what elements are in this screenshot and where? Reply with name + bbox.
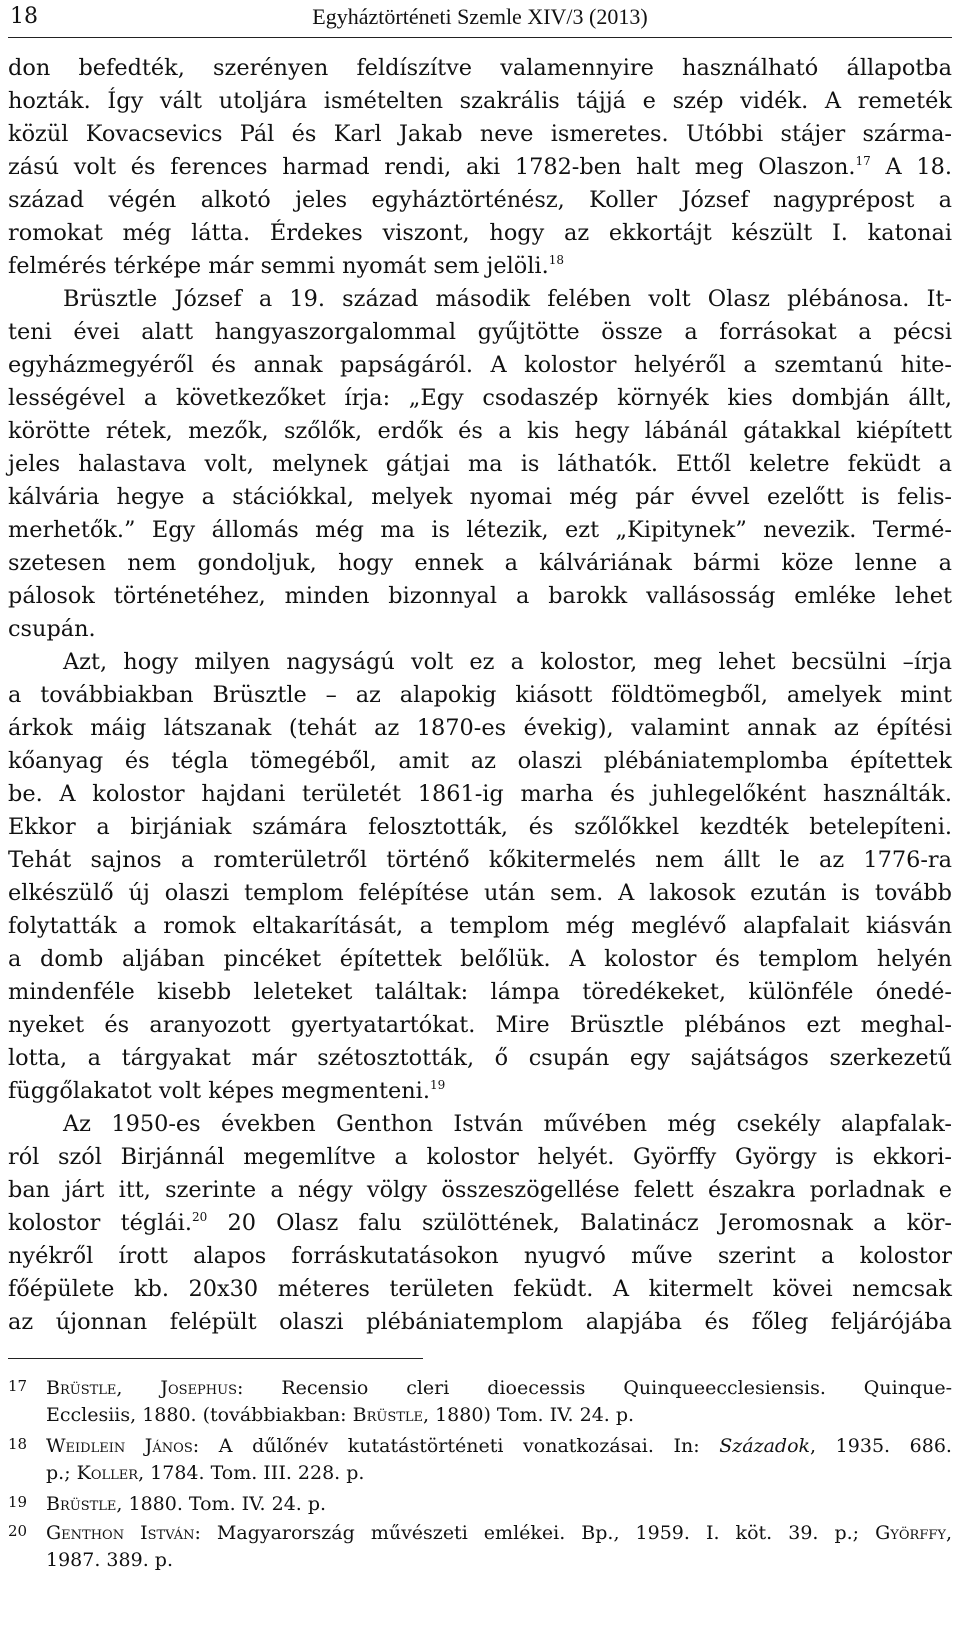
text-line: a domb aljában pincéket építettek belőlük. A kolostor és templom helyén bbox=[8, 946, 952, 972]
text-line: a továbbiakban Brüsztle – az alapokig kiásott földtömegből, amelyek mint bbox=[8, 682, 952, 708]
text-line: Brüsztle József a 19. század második felében volt Olasz plébánosa. It- bbox=[63, 286, 952, 312]
text-line: lotta, a tárgyakat már szétosztották, ő csupán egy sajátságos szerkezetű bbox=[8, 1045, 952, 1071]
footnote-text: : A dűlőnév kutatástörténeti vonatkozásai. In: bbox=[192, 1435, 720, 1457]
line-tail: A 18. bbox=[870, 154, 953, 180]
footnote-text: Ecclesiis, 1880. (továbbiakban: bbox=[46, 1404, 353, 1426]
footnote-text: , 1880. Tom. IV. 24. p. bbox=[116, 1493, 327, 1515]
journal-name: Századok bbox=[719, 1435, 811, 1457]
text-line: hozták. Így vált utoljára ismételten szakrális tájjá e szép vidék. A remeték bbox=[8, 88, 952, 114]
body-text bbox=[8, 52, 952, 1339]
footnote-ref-17[interactable]: 17 bbox=[855, 154, 871, 168]
text-line: merhetők.” Egy állomás még ma is létezik, ezt „Kipitynek” nevezik. Termé- bbox=[8, 517, 952, 543]
footnote-17-cont bbox=[8, 1401, 952, 1430]
text-line: be. A kolostor hajdani területét 1861-ig marha és juhlegelőként használták. bbox=[8, 781, 952, 807]
footnote-text: , bbox=[945, 1522, 952, 1544]
footnote-rule bbox=[8, 1358, 423, 1359]
author-name: Weidlein János bbox=[46, 1435, 193, 1457]
text-line bbox=[8, 1075, 952, 1108]
footnote-number: 17 bbox=[8, 1377, 28, 1395]
text-line: egyházmegyéről és annak papságáról. A kolostor helyéről a szemtanú hite- bbox=[8, 352, 952, 378]
footnote-20-cont: 1987. 389. p. bbox=[46, 1549, 173, 1571]
text-line: kőanyag és tégla tömegéből, amit az olaszi plébániatemplomba építettek bbox=[8, 748, 952, 774]
text-line: főépülete kb. 20x30 méteres területen feküdt. A kitermelt kövei nemcsak bbox=[8, 1276, 952, 1302]
footnote-number: 19 bbox=[8, 1493, 28, 1511]
author-name: Josephus bbox=[160, 1377, 238, 1399]
text-line: elkészülő új olaszi templom felépítése után sem. A lakosok ezután is tovább bbox=[8, 880, 952, 906]
line-text: zású volt és ferences harmad rendi, aki 1782-ben halt meg Olaszon. bbox=[8, 154, 856, 180]
footnote-19 bbox=[8, 1488, 952, 1517]
page-header bbox=[0, 0, 960, 38]
footnote-number: 18 bbox=[8, 1435, 28, 1453]
text-line: don befedték, szerényen feldíszítve valamennyire használható állapotba bbox=[8, 55, 952, 81]
text-line: század végén alkotó jeles egyháztörténész, Koller József nagyprépost a bbox=[8, 187, 952, 213]
footnote-text: , 1935. 686. bbox=[810, 1435, 952, 1457]
text-line: nyékről írott alapos forráskutatásokon nyugvó műve szerint a kolostor bbox=[8, 1243, 952, 1269]
text-line: Ekkor a birjániak számára felosztották, és szőlőkkel kezdték betelepíteni. bbox=[8, 814, 952, 840]
text-line: ban járt itt, szerinte a négy völgy összeszögellése felett északra porladnak e bbox=[8, 1177, 952, 1203]
author-name: Györffy bbox=[875, 1522, 946, 1544]
text-line: nyeket és aranyozott gyertyatartókat. Mire Brüsztle plébános ezt meghal- bbox=[8, 1012, 952, 1038]
line-tail: 20 Olasz falu szülöttének, Balatinácz Jeromosnak a kör- bbox=[207, 1210, 952, 1236]
journal-title: Egyháztörténeti Szemle XIV/3 (2013) bbox=[312, 4, 648, 29]
text-line: folytatták a romok eltakarítását, a templom még meglévő alapfalait kiásván bbox=[8, 913, 952, 939]
text-line: az újonnan felépült olaszi plébániatemplom alapjába és főleg feljárójába bbox=[8, 1309, 952, 1335]
footnote-text: : Recensio cleri dioecessis Quinqueecclesiensis. Quinque- bbox=[237, 1377, 952, 1399]
line-text: felmérés térképe már semmi nyomát sem jelöli. bbox=[8, 253, 549, 279]
header-rule bbox=[8, 37, 952, 38]
text-line: Tehát sajnos a romterületről történő kőkitermelés nem állt le az 1776-ra bbox=[8, 847, 952, 873]
footnote-18 bbox=[8, 1430, 952, 1459]
footnote-text: , 1784. Tom. III. 228. p. bbox=[138, 1462, 365, 1484]
author-name: Brüstle bbox=[352, 1404, 424, 1426]
page-number: 18 bbox=[10, 4, 38, 29]
text-line: pálosok történetéhez, minden bizonnyal a barokk vallásosság emléke lehet bbox=[8, 583, 952, 609]
text-line: csupán. bbox=[8, 616, 96, 642]
text-line: mindenféle kisebb leleteket találtak: lámpa töredékeket, különféle ónedé- bbox=[8, 979, 952, 1005]
footnote-ref-20[interactable]: 20 bbox=[191, 1210, 208, 1224]
footnote-text: , 1880) Tom. IV. 24. p. bbox=[423, 1404, 635, 1426]
text-line: jeles halastava volt, melynek gátjai ma is láthatók. Ettől keletre feküdt a bbox=[8, 451, 952, 477]
text-line: körötte rétek, mezők, szőlők, erdők és a kis hegy lábánál gátakkal kiépített bbox=[8, 418, 952, 444]
footnote-text: : Magyarország művészeti emlékei. Bp., 1959. I. köt. 39. p.; bbox=[194, 1522, 876, 1544]
footnote-ref-18[interactable]: 18 bbox=[548, 253, 564, 267]
footnote-17: 17 Brüstle, Josephus: Recensio cleri dioecessis Quinqueecclesiensis. Quinque- bbox=[8, 1372, 952, 1401]
author-name: Brüstle bbox=[46, 1493, 117, 1515]
footnote-18-cont bbox=[8, 1459, 952, 1488]
text-line: Az 1950-es években Genthon István művében még csekély alapfalak- bbox=[63, 1111, 952, 1137]
author-name: Koller bbox=[76, 1462, 139, 1484]
author-name: Genthon István bbox=[46, 1522, 195, 1544]
text-line: ról szól Birjánnál megemlítve a kolostor helyét. Györffy György is ekkori- bbox=[8, 1144, 952, 1170]
author-name: Brüstle bbox=[46, 1377, 117, 1399]
footnote-ref-19[interactable]: 19 bbox=[429, 1078, 446, 1092]
footnote-20 bbox=[8, 1517, 952, 1546]
text-line: szetesen nem gondoljuk, hogy ennek a kálváriának bármi köze lenne a bbox=[8, 550, 952, 576]
text-line bbox=[8, 1207, 952, 1240]
text-line: kálvária hegye a stációkkal, melyek nyomai még pár évvel ezelőtt is felis- bbox=[8, 484, 952, 510]
text-line: közül Kovacsevics Pál és Karl Jakab neve ismeretes. Utóbbi stájer szárma- bbox=[8, 121, 952, 147]
text-line bbox=[8, 250, 952, 283]
line-text: kolostor téglái. bbox=[8, 1210, 192, 1236]
line-text: függőlakatot volt képes megmenteni. bbox=[8, 1078, 430, 1104]
text-line: teni évei alatt hangyaszorgalommal gyűjtötte össze a forrásokat a pécsi bbox=[8, 319, 952, 345]
text-line: Azt, hogy milyen nagyságú volt ez a kolostor, meg lehet becsülni –írja bbox=[63, 649, 952, 675]
text-line: romokat még látta. Érdekes viszont, hogy az ekkortájt készült I. katonai bbox=[8, 220, 952, 246]
text-line: lességével a következőket írja: „Egy csodaszép környék kies dombján állt, bbox=[8, 385, 952, 411]
text-line bbox=[8, 151, 952, 184]
footnote-text: p.; bbox=[46, 1462, 77, 1484]
footnotes bbox=[8, 1372, 952, 1575]
footnote-number: 20 bbox=[8, 1522, 28, 1540]
text-line: árkok máig látszanak (tehát az 1870-es évekig), valamint annak az építési bbox=[8, 715, 952, 741]
